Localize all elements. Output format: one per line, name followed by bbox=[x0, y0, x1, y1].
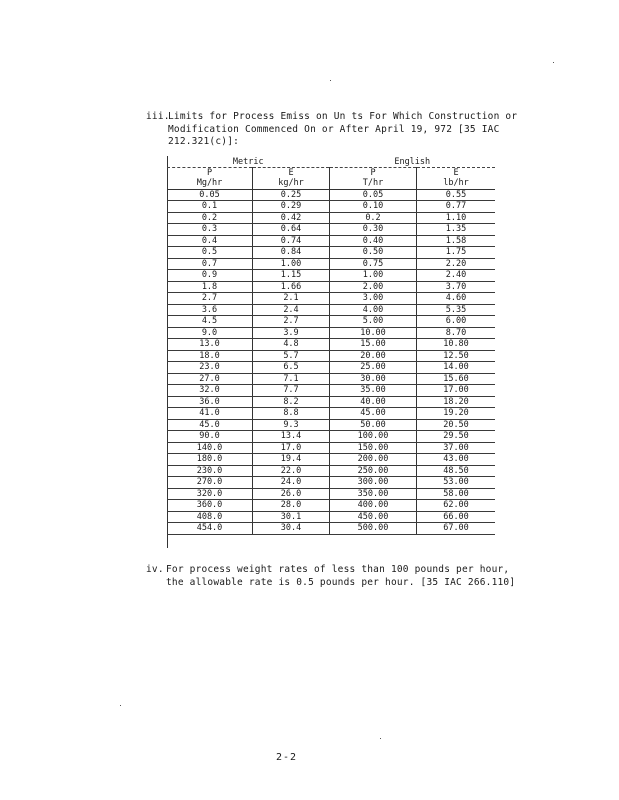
english-p-value: 450.00 bbox=[330, 511, 417, 523]
metric-p-value: 140.0 bbox=[167, 442, 253, 454]
metric-p-value: 2.7 bbox=[167, 293, 253, 305]
metric-e-value: 4.8 bbox=[253, 339, 330, 351]
english-p-value: 400.00 bbox=[330, 500, 417, 512]
symbol-english-e: E bbox=[453, 168, 459, 178]
english-p-value: 0.75 bbox=[330, 258, 417, 270]
english-p-value: 45.00 bbox=[330, 408, 417, 420]
metric-e-value: 19.4 bbox=[253, 454, 330, 466]
english-e-value: 37.00 bbox=[417, 442, 496, 454]
english-p-value: 1.00 bbox=[330, 270, 417, 282]
section-iv bbox=[146, 564, 536, 604]
english-p-value: 200.00 bbox=[330, 454, 417, 466]
english-e-value: 8.70 bbox=[417, 327, 496, 339]
scan-speck bbox=[380, 738, 381, 739]
table-row bbox=[167, 304, 495, 316]
metric-e-value: 24.0 bbox=[253, 477, 330, 489]
metric-e-value: 6.5 bbox=[253, 362, 330, 374]
table-row bbox=[167, 224, 495, 236]
metric-p-value: 4.5 bbox=[167, 316, 253, 328]
scan-speck bbox=[330, 80, 331, 81]
metric-e-value: 1.15 bbox=[253, 270, 330, 282]
table-row bbox=[167, 270, 495, 282]
table-group-header-row bbox=[167, 156, 495, 168]
english-p-value: 500.00 bbox=[330, 523, 417, 535]
metric-e-value: 26.0 bbox=[253, 488, 330, 500]
english-p-value: 30.00 bbox=[330, 373, 417, 385]
english-e-value: 29.50 bbox=[417, 431, 496, 443]
english-e-value: 58.00 bbox=[417, 488, 496, 500]
metric-e-value: 9.3 bbox=[253, 419, 330, 431]
metric-p-value: 32.0 bbox=[167, 385, 253, 397]
english-p-value: 0.30 bbox=[330, 224, 417, 236]
english-e-value: 2.40 bbox=[417, 270, 496, 282]
english-e-value: 48.50 bbox=[417, 465, 496, 477]
metric-e-value: 2.4 bbox=[253, 304, 330, 316]
table-row bbox=[167, 396, 495, 408]
metric-p-value: 230.0 bbox=[167, 465, 253, 477]
english-p-value: 25.00 bbox=[330, 362, 417, 374]
metric-p-value: 9.0 bbox=[167, 327, 253, 339]
english-e-value: 53.00 bbox=[417, 477, 496, 489]
english-e-value: 10.80 bbox=[417, 339, 496, 351]
table-row bbox=[167, 454, 495, 466]
english-e-value: 66.00 bbox=[417, 511, 496, 523]
metric-e-value: 0.64 bbox=[253, 224, 330, 236]
metric-p-value: 3.6 bbox=[167, 304, 253, 316]
scan-speck bbox=[120, 705, 121, 706]
english-p-value: 40.00 bbox=[330, 396, 417, 408]
table-symbol-row bbox=[167, 168, 495, 179]
section-iv-marker: iv. bbox=[146, 564, 164, 575]
metric-p-value: 0.7 bbox=[167, 258, 253, 270]
metric-e-value: 22.0 bbox=[253, 465, 330, 477]
metric-p-value: 360.0 bbox=[167, 500, 253, 512]
table-row bbox=[167, 339, 495, 351]
metric-p-value: 23.0 bbox=[167, 362, 253, 374]
section-iii-marker: iii. bbox=[146, 111, 170, 122]
group-header-english: English bbox=[330, 156, 496, 168]
table-row bbox=[167, 247, 495, 259]
metric-p-value: 270.0 bbox=[167, 477, 253, 489]
metric-e-value: 28.0 bbox=[253, 500, 330, 512]
english-e-value: 4.60 bbox=[417, 293, 496, 305]
english-e-value: 20.50 bbox=[417, 419, 496, 431]
metric-p-value: 41.0 bbox=[167, 408, 253, 420]
english-e-value: 15.60 bbox=[417, 373, 496, 385]
english-p-value: 35.00 bbox=[330, 385, 417, 397]
english-p-value: 5.00 bbox=[330, 316, 417, 328]
metric-p-value: 320.0 bbox=[167, 488, 253, 500]
metric-e-value: 0.29 bbox=[253, 201, 330, 213]
unit-t-hr: T/hr bbox=[330, 178, 417, 189]
english-p-value: 0.05 bbox=[330, 189, 417, 201]
table-row bbox=[167, 235, 495, 247]
metric-p-value: 180.0 bbox=[167, 454, 253, 466]
table-row bbox=[167, 511, 495, 523]
english-e-value: 62.00 bbox=[417, 500, 496, 512]
group-header-metric: Metric bbox=[167, 156, 330, 168]
english-e-value: 18.20 bbox=[417, 396, 496, 408]
metric-e-value: 8.2 bbox=[253, 396, 330, 408]
metric-e-value: 0.74 bbox=[253, 235, 330, 247]
english-p-value: 0.2 bbox=[330, 212, 417, 224]
metric-p-value: 18.0 bbox=[167, 350, 253, 362]
section-iii-text: Limits for Process Emiss on Un ts For Which Construction or Modification Commenced On or After April 19, 972 [35 IAC 212.321(c)]: bbox=[168, 111, 518, 147]
english-p-value: 100.00 bbox=[330, 431, 417, 443]
metric-e-value: 3.9 bbox=[253, 327, 330, 339]
section-iv-text: For process weight rates of less than 100 pounds per hour, the allowable rate is 0.5 pounds per hour. [35 IAC 266.110] bbox=[166, 564, 516, 588]
english-e-value: 67.00 bbox=[417, 523, 496, 535]
table-row bbox=[167, 201, 495, 213]
english-e-value: 1.35 bbox=[417, 224, 496, 236]
metric-p-value: 0.1 bbox=[167, 201, 253, 213]
metric-p-value: 454.0 bbox=[167, 523, 253, 535]
english-e-value: 3.70 bbox=[417, 281, 496, 293]
metric-p-value: 1.8 bbox=[167, 281, 253, 293]
english-e-value: 0.77 bbox=[417, 201, 496, 213]
table-row bbox=[167, 189, 495, 201]
english-e-value: 12.50 bbox=[417, 350, 496, 362]
english-e-value: 1.75 bbox=[417, 247, 496, 259]
table-row bbox=[167, 281, 495, 293]
metric-e-value: 5.7 bbox=[253, 350, 330, 362]
table-row bbox=[167, 350, 495, 362]
metric-p-value: 0.9 bbox=[167, 270, 253, 282]
metric-e-value: 1.66 bbox=[253, 281, 330, 293]
english-p-value: 50.00 bbox=[330, 419, 417, 431]
table-row bbox=[167, 327, 495, 339]
english-p-value: 2.00 bbox=[330, 281, 417, 293]
table-row bbox=[167, 419, 495, 431]
metric-p-value: 0.4 bbox=[167, 235, 253, 247]
metric-p-value: 0.2 bbox=[167, 212, 253, 224]
english-p-value: 250.00 bbox=[330, 465, 417, 477]
metric-e-value: 2.7 bbox=[253, 316, 330, 328]
english-p-value: 3.00 bbox=[330, 293, 417, 305]
english-p-value: 4.00 bbox=[330, 304, 417, 316]
table-row bbox=[167, 500, 495, 512]
metric-e-value: 7.1 bbox=[253, 373, 330, 385]
symbol-metric-e: E bbox=[253, 168, 330, 179]
metric-p-value: 36.0 bbox=[167, 396, 253, 408]
metric-e-value: 1.00 bbox=[253, 258, 330, 270]
english-e-value: 1.10 bbox=[417, 212, 496, 224]
english-p-value: 300.00 bbox=[330, 477, 417, 489]
metric-p-value: 13.0 bbox=[167, 339, 253, 351]
metric-e-value: 30.1 bbox=[253, 511, 330, 523]
table-row bbox=[167, 385, 495, 397]
table-row bbox=[167, 212, 495, 224]
emission-limits-table bbox=[167, 156, 495, 535]
english-p-value: 0.50 bbox=[330, 247, 417, 259]
table-row bbox=[167, 316, 495, 328]
metric-p-value: 45.0 bbox=[167, 419, 253, 431]
table-row bbox=[167, 293, 495, 305]
english-p-value: 0.10 bbox=[330, 201, 417, 213]
metric-e-value: 7.7 bbox=[253, 385, 330, 397]
table-row bbox=[167, 373, 495, 385]
metric-p-value: 27.0 bbox=[167, 373, 253, 385]
english-e-value: 17.00 bbox=[417, 385, 496, 397]
table-row bbox=[167, 442, 495, 454]
english-p-value: 150.00 bbox=[330, 442, 417, 454]
metric-e-value: 0.42 bbox=[253, 212, 330, 224]
table-row bbox=[167, 523, 495, 535]
english-e-value: 6.00 bbox=[417, 316, 496, 328]
english-e-value: 0.55 bbox=[417, 189, 496, 201]
scan-speck bbox=[553, 62, 554, 63]
page-number: 2-2 bbox=[276, 752, 298, 763]
metric-p-value: 0.05 bbox=[167, 189, 253, 201]
table-row bbox=[167, 431, 495, 443]
english-e-value: 43.00 bbox=[417, 454, 496, 466]
english-p-value: 0.40 bbox=[330, 235, 417, 247]
metric-p-value: 90.0 bbox=[167, 431, 253, 443]
metric-p-value: 0.3 bbox=[167, 224, 253, 236]
metric-e-value: 2.1 bbox=[253, 293, 330, 305]
metric-e-value: 8.8 bbox=[253, 408, 330, 420]
english-p-value: 350.00 bbox=[330, 488, 417, 500]
symbol-english-p: P bbox=[330, 168, 417, 179]
metric-e-value: 0.84 bbox=[253, 247, 330, 259]
english-p-value: 10.00 bbox=[330, 327, 417, 339]
unit-kg-hr: kg/hr bbox=[253, 178, 330, 189]
english-e-value: 5.35 bbox=[417, 304, 496, 316]
english-p-value: 20.00 bbox=[330, 350, 417, 362]
table-row bbox=[167, 465, 495, 477]
english-p-value: 15.00 bbox=[330, 339, 417, 351]
english-e-value: 14.00 bbox=[417, 362, 496, 374]
table-row bbox=[167, 362, 495, 374]
metric-e-value: 0.25 bbox=[253, 189, 330, 201]
table-row bbox=[167, 488, 495, 500]
table-row bbox=[167, 477, 495, 489]
table-unit-row bbox=[167, 178, 495, 189]
table-row bbox=[167, 408, 495, 420]
metric-p-value: 408.0 bbox=[167, 511, 253, 523]
unit-mg-hr: Mg/hr bbox=[167, 178, 253, 189]
symbol-metric-p: P bbox=[167, 168, 253, 179]
english-e-value: 19.20 bbox=[417, 408, 496, 420]
english-e-value: 1.58 bbox=[417, 235, 496, 247]
metric-e-value: 17.0 bbox=[253, 442, 330, 454]
section-iii bbox=[146, 111, 556, 151]
metric-e-value: 30.4 bbox=[253, 523, 330, 535]
metric-p-value: 0.5 bbox=[167, 247, 253, 259]
english-e-value: 2.20 bbox=[417, 258, 496, 270]
metric-e-value: 13.4 bbox=[253, 431, 330, 443]
table-row bbox=[167, 258, 495, 270]
unit-lb-hr: lb/hr bbox=[417, 178, 496, 189]
